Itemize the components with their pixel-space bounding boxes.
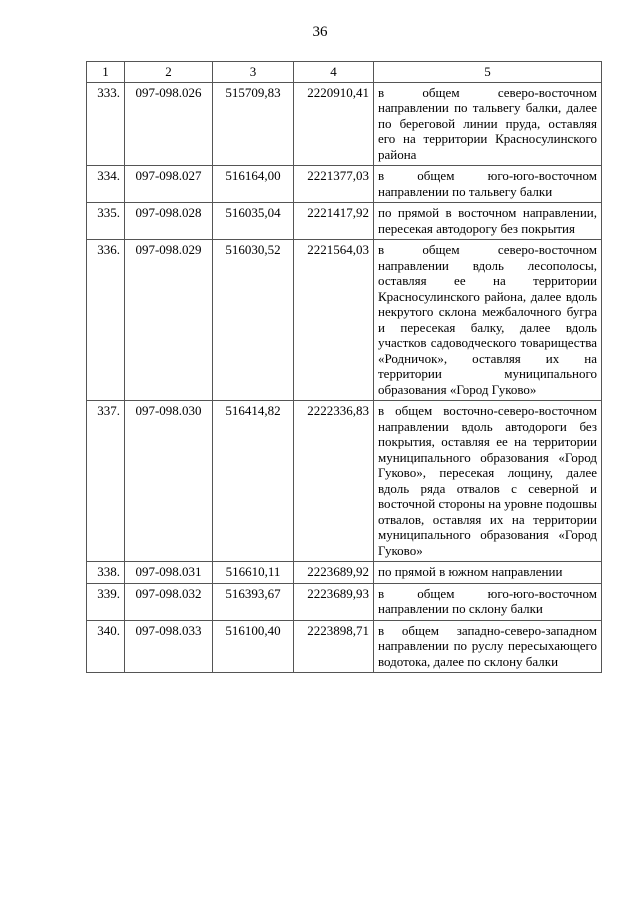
boundary-table xyxy=(86,61,602,673)
table-row xyxy=(87,203,602,240)
coordinate-x: 516164,00 xyxy=(213,166,294,203)
table-row xyxy=(87,240,602,401)
row-number: 337. xyxy=(87,401,125,562)
table-row xyxy=(87,620,602,673)
boundary-description: в общем восточно-северо-восточном направлении вдоль автодороги без покрытия, оставляя ее на территории муниципального образования «Город Гуково», пересекая лощину, далее вдоль ряда отвалов с северной и восточной стороны на уровне подошвы отвалов, оставляя их на территории муниципального образования «Город Гуково» xyxy=(374,401,602,562)
point-code: 097-098.031 xyxy=(125,562,213,584)
header-col-3: 3 xyxy=(213,62,294,83)
table-row xyxy=(87,401,602,562)
coordinate-x: 516035,04 xyxy=(213,203,294,240)
coordinate-x: 516030,52 xyxy=(213,240,294,401)
boundary-description: по прямой в южном направлении xyxy=(374,562,602,584)
row-number: 338. xyxy=(87,562,125,584)
point-code: 097-098.026 xyxy=(125,82,213,166)
row-number: 334. xyxy=(87,166,125,203)
coordinate-y: 2221564,03 xyxy=(294,240,374,401)
table-row xyxy=(87,562,602,584)
page-number: 36 xyxy=(312,24,328,40)
header-col-2: 2 xyxy=(125,62,213,83)
point-code: 097-098.029 xyxy=(125,240,213,401)
header-col-4: 4 xyxy=(294,62,374,83)
point-code: 097-098.027 xyxy=(125,166,213,203)
coordinate-x: 516393,67 xyxy=(213,583,294,620)
coordinate-x: 516100,40 xyxy=(213,620,294,673)
boundary-description: в общем западно-северо-западном направлении по руслу пересыхающего водотока, далее по склону балки xyxy=(374,620,602,673)
coordinate-y: 2221377,03 xyxy=(294,166,374,203)
coordinate-y: 2223689,93 xyxy=(294,583,374,620)
row-number: 335. xyxy=(87,203,125,240)
table-header-row xyxy=(87,62,602,83)
point-code: 097-098.033 xyxy=(125,620,213,673)
boundary-description: в общем юго-юго-восточном направлении по склону балки xyxy=(374,583,602,620)
coordinate-x: 516610,11 xyxy=(213,562,294,584)
header-col-1: 1 xyxy=(87,62,125,83)
coordinate-y: 2223898,71 xyxy=(294,620,374,673)
row-number: 333. xyxy=(87,82,125,166)
boundary-description: в общем юго-юго-восточном направлении по тальвегу балки xyxy=(374,166,602,203)
point-code: 097-098.030 xyxy=(125,401,213,562)
coordinate-y: 2221417,92 xyxy=(294,203,374,240)
header-col-5: 5 xyxy=(374,62,602,83)
coordinate-x: 516414,82 xyxy=(213,401,294,562)
boundary-description: в общем северо-восточном направлении по тальвегу балки, далее по береговой линии пруда, оставляя его на территории Красносулинского района xyxy=(374,82,602,166)
table-row xyxy=(87,583,602,620)
coordinate-y: 2222336,83 xyxy=(294,401,374,562)
coordinate-y: 2220910,41 xyxy=(294,82,374,166)
boundary-description: в общем северо-восточном направлении вдоль лесополосы, оставляя ее на территории Красносулинского района, далее вдоль некрутого склона межбалочного бугра и пересекая балку, далее вдоль участков садоводческого товарищества «Родничок», оставляя их на территории муниципального образования «Город Гуково» xyxy=(374,240,602,401)
row-number: 340. xyxy=(87,620,125,673)
row-number: 339. xyxy=(87,583,125,620)
point-code: 097-098.028 xyxy=(125,203,213,240)
table-row xyxy=(87,166,602,203)
row-number: 336. xyxy=(87,240,125,401)
coordinate-x: 515709,83 xyxy=(213,82,294,166)
table-row xyxy=(87,82,602,166)
point-code: 097-098.032 xyxy=(125,583,213,620)
boundary-description: по прямой в восточном направлении, пересекая автодорогу без покрытия xyxy=(374,203,602,240)
coordinate-y: 2223689,92 xyxy=(294,562,374,584)
